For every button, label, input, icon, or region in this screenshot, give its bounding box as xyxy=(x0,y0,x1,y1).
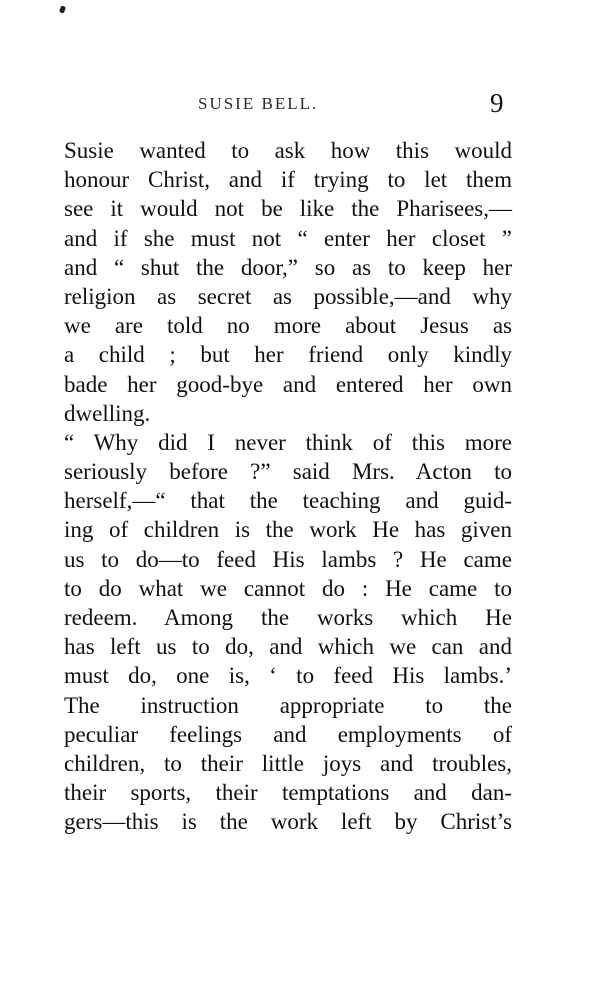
text-line: and “ shut the door,” so as to keep her xyxy=(64,254,512,280)
text-line: their sports, their temptations and dan- xyxy=(64,780,512,806)
text-line: to do what we cannot do : He came to xyxy=(64,575,512,601)
text-line: a child ; but her friend only kindly xyxy=(64,342,512,368)
text-line: we are told no more about Jesus as xyxy=(64,313,512,339)
text-line: must do, one is, ‘ to feed His lambs.’ xyxy=(64,663,512,689)
running-title: SUSIE BELL. xyxy=(198,94,319,113)
text-line: redeem. Among the works which He xyxy=(64,605,512,630)
ink-speck xyxy=(59,5,66,13)
text-line: ing of children is the work He has given xyxy=(64,517,512,543)
text-line: herself,—“ that the teaching and guid- xyxy=(64,488,512,514)
paragraph-1 xyxy=(64,136,512,428)
text-line: has left us to do, and which we can and xyxy=(64,634,512,660)
text-line: gers—this is the work left by Christ’s xyxy=(64,809,512,835)
page-header xyxy=(0,88,591,124)
text-line: bade her good-bye and entered her own xyxy=(64,371,512,397)
text-line: “ Why did I never think of this more xyxy=(64,429,512,455)
text-line: dwelling. xyxy=(64,400,151,426)
text-line: Susie wanted to ask how this would xyxy=(64,138,512,163)
paragraph-2 xyxy=(64,428,512,837)
body-text xyxy=(64,136,512,837)
text-line: honour Christ, and if trying to let them xyxy=(64,167,512,193)
text-line: peculiar feelings and employments of xyxy=(64,721,512,747)
text-line: see it would not be like the Pharisees,— xyxy=(64,196,512,222)
text-line: and if she must not “ enter her closet ” xyxy=(64,225,512,251)
text-line: The instruction appropriate to the xyxy=(64,692,512,718)
text-line: children, to their little joys and troubles, xyxy=(64,750,512,776)
page-number: 9 xyxy=(490,88,504,118)
text-line: religion as secret as possible,—and why xyxy=(64,283,512,309)
text-line: us to do—to feed His lambs ? He came xyxy=(64,546,512,572)
text-line: seriously before ?” said Mrs. Acton to xyxy=(64,459,512,485)
